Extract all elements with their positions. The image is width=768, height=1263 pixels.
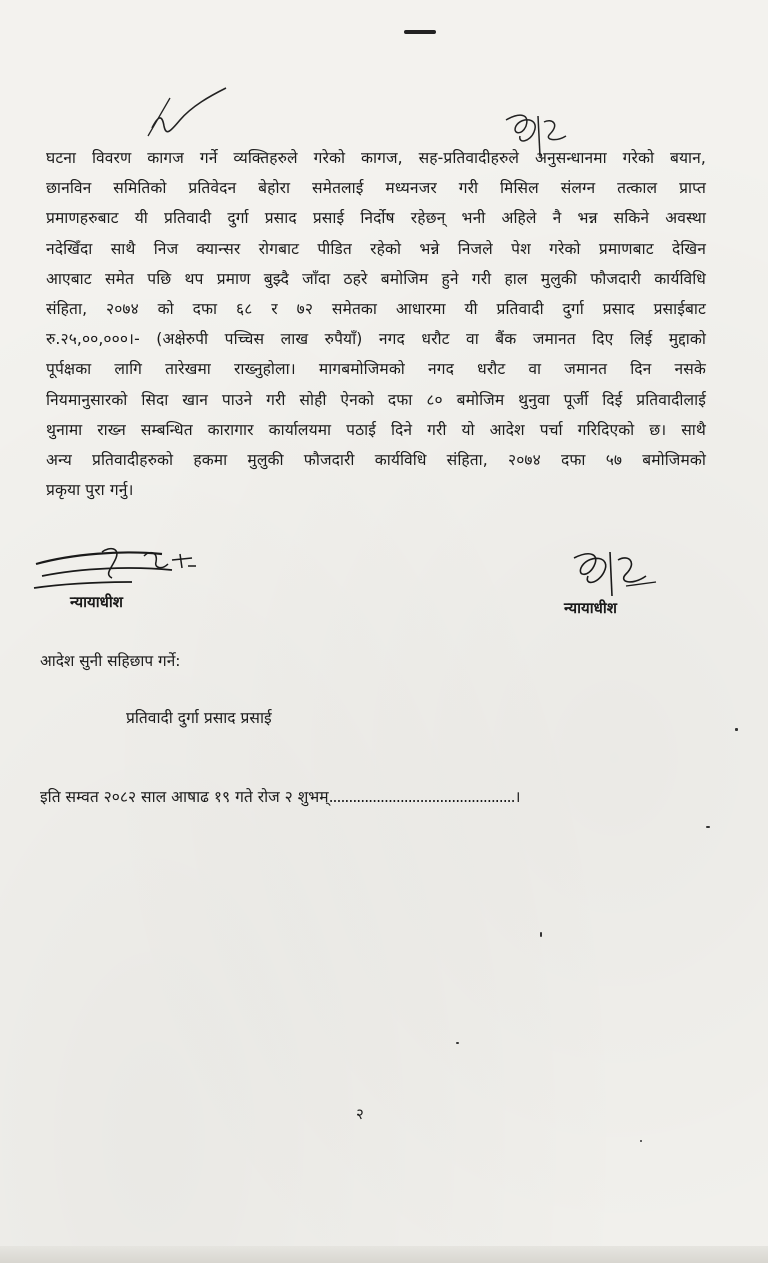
scan-speck xyxy=(540,932,542,937)
scan-speck xyxy=(640,1140,642,1142)
body-line: पूर्पक्षका लागि तारेखमा राख्नुहोला। मागबमोजिमको नगद धरौट वा जमानत दिन नसके xyxy=(46,360,706,379)
right-judge-label: न्यायाधीश xyxy=(564,599,617,617)
body-line: संहिता, २०७४ को दफा ६८ र ७२ समेतका आधारमा यी प्रतिवादी दुर्गा प्रसाद प्रसाईबाट xyxy=(46,300,706,319)
initial-check-signature xyxy=(140,86,230,146)
body-line: छानविन समितिको प्रतिवेदन बेहोरा समेतलाई मध्यनजर गरी मिसिल संलग्न तत्काल प्राप्त xyxy=(46,179,706,198)
scan-speck xyxy=(456,1042,459,1044)
body-line: नियमानुसारको सिदा खान पाउने गरी सोही ऐनको दफा ८० बमोजिम थुनुवा पूर्जी दिई प्रतिवादीलाई xyxy=(46,390,706,409)
body-line: अन्य प्रतिवादीहरुको हकमा मुलुकी फौजदारी कार्यविधि संहिता, २०७४ दफा ५७ बमोजिमको xyxy=(46,451,706,470)
order-heard-label: आदेश सुनी सहिछाप गर्ने: xyxy=(40,652,181,670)
order-body-text xyxy=(46,143,706,505)
body-line: घटना विवरण कागज गर्ने व्यक्तिहरुले गरेको कागज, सह-प्रतिवादीहरुले अनुसन्धानमा गरेको बयान, xyxy=(46,149,706,167)
left-judge-label: न्यायाधीश xyxy=(70,593,123,611)
body-line: नदेखिँदा साथै निज क्यान्सर रोगबाट पीडित रहेको भन्ने निजले पेश गरेको प्रमाणबाट देखिन xyxy=(46,239,706,258)
closing-line xyxy=(40,785,521,807)
closing-end-mark: । xyxy=(514,788,521,806)
body-line: रु.२५,००,०००।- (अक्षेरुपी पच्चिस लाख रुपैयाँ) नगद धरौट वा बैंक जमानत दिए लिई मुद्दाको xyxy=(46,330,706,349)
left-judge-signature xyxy=(32,542,212,598)
scan-speck xyxy=(706,826,710,828)
scan-bottom-edge xyxy=(0,1246,768,1263)
defendant-name: प्रतिवादी दुर्गा प्रसाद प्रसाई xyxy=(126,709,272,727)
body-line: थुनामा राख्न सम्बन्धित कारागार कार्यालयमा पठाई दिने गरी यो आदेश पर्चा गरिदिएको छ। साथै xyxy=(46,420,706,439)
page-number: २ xyxy=(356,1105,364,1123)
closing-text: इति सम्वत २०८२ साल आषाढ १९ गते रोज २ शुभम् xyxy=(40,788,329,806)
right-judge-signature xyxy=(566,546,662,604)
body-line: आएबाट समेत पछि थप प्रमाण बुझ्दै जाँदा ठहरे बमोजिम हुने गरी हाल मुलुकी फौजदारी कार्यविधि xyxy=(46,269,706,288)
body-line: प्रकृया पुरा गर्नु। xyxy=(46,481,134,500)
closing-dots: ............................................... xyxy=(328,788,515,806)
body-line: प्रमाणहरुबाट यी प्रतिवादी दुर्गा प्रसाद प्रसाई निर्दोष रहेछन् भनी अहिले नै भन्न सकिने अवस्था xyxy=(46,209,706,228)
top-mark xyxy=(404,30,436,34)
scan-speck xyxy=(735,728,738,731)
